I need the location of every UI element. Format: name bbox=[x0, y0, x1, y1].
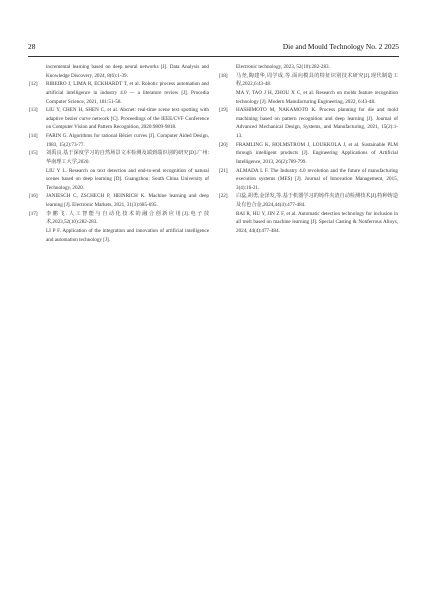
reference-entry bbox=[219, 192, 398, 235]
reference-text: Electronic technology, 2023, 52(10):282-283. bbox=[236, 64, 330, 70]
reference-entry bbox=[219, 72, 398, 107]
reference-text: RIBEIRO J, LIMA R, ECKHARDT T, et al. Robotic process automation and artificial intelligence in industry 4.0 — a literature review [J]. Procedia Computer Science, 2021, 181:51-58. bbox=[46, 81, 209, 105]
reference-text: LIU Y, CHEN H, SHEN C, et al. Abcnet: real-time scene text spotting with adaptive bezier curve network [C]. Proceedings of the IEEE/CVF Conference on Computer Vision and Pattern Recognition, 2020:9809-9818. bbox=[46, 107, 209, 131]
reference-entry bbox=[29, 149, 209, 192]
reference-entry bbox=[219, 141, 398, 167]
references-left-column bbox=[29, 63, 209, 244]
reference-number: [17] bbox=[29, 210, 38, 217]
reference-number: [19] bbox=[219, 107, 228, 114]
reference-number: [18] bbox=[219, 72, 228, 79]
reference-number: [13] bbox=[29, 107, 38, 114]
reference-number: [20] bbox=[219, 141, 228, 148]
reference-text: JANIESCH C, ZSCHECH P, HEINRICH K. Machine learning and deep learning [J]. Electronic Markets, 2021, 31(3):685-695. bbox=[46, 193, 209, 208]
reference-entry bbox=[236, 63, 398, 72]
reference-entry bbox=[46, 63, 209, 80]
reference-text: 刘禹良.基于深度学习的自然场景文本检测及端到端识别的研究[D].广州:华南理工大学,2020. bbox=[46, 150, 209, 165]
reference-text: incremental learning based on deep neural networks [J]. Data Analysis and Knowledge Discovery, 2024, 8(6):1-39. bbox=[46, 64, 209, 79]
reference-english-translation: MA Y, TAO J H, ZHOU X C, et al. Research on molds feature recognition technology [J]. Modern Manufacturing Engineering, 2022, 6:43-48. bbox=[236, 89, 398, 105]
reference-text: 李鹏飞.人工智能与自动化技术的融合创新应用[J].电子技术,2023,52(10):282-283. bbox=[46, 210, 209, 226]
page-number: 28 bbox=[28, 42, 36, 51]
reference-entry bbox=[219, 167, 398, 193]
reference-english-translation: LIU Y L. Research on text detection and end-to-end recognition of natural scenes based on deep learning [D]. Guangzhou: South China University of Technology, 2020. bbox=[46, 167, 209, 191]
header-rule bbox=[28, 56, 399, 57]
reference-entry bbox=[29, 106, 209, 132]
reference-text: 白蕊,胡勇,金泽发,等.基于机器学习的铸件夹渣自动检测技术[J].特种铸造及有色合金,2024,44(4):477-484. bbox=[236, 193, 398, 208]
running-header bbox=[28, 40, 399, 54]
reference-number: [15] bbox=[29, 150, 38, 157]
reference-number: [12] bbox=[29, 81, 38, 88]
reference-entry bbox=[29, 132, 209, 149]
reference-text: FARIN G. Algorithms for rational Bézier curves [J]. Computer Aided Design, 1983, 15(2):73-77. bbox=[46, 133, 209, 148]
reference-entry bbox=[219, 106, 398, 141]
reference-english-translation: LI P F. Application of the integration and innovation of artificial intelligence and automation technology [J]. bbox=[46, 227, 209, 243]
reference-text: 马尧,陶建华,周学成,等.面向模具的特征识别技术研究[J].现代制造工程,2022,6:43-48. bbox=[236, 72, 398, 88]
reference-text: HASHIMOTO M, NAKAMOTO K. Process planning for die and mold machining based on pattern recognition and deep learning [J]. Journal of Advanced Mechanical Design, Systems, and Manufacturing, 2021, 15(2):1-13. bbox=[236, 107, 398, 139]
reference-number: [14] bbox=[29, 133, 38, 139]
reference-entry bbox=[29, 192, 209, 209]
reference-entry bbox=[29, 80, 209, 106]
reference-english-translation: BAI R, HU Y, JIN Z F, et al. Automatic detection technology for inclusion in all melt based on machine learning [J]. Special Casting & Nonferrous Alloys, 2024, 44(4):477-484. bbox=[236, 210, 398, 234]
journal-title: Die and Mould Technology No. 2 2025 bbox=[282, 42, 399, 51]
reference-text: ALMADA L F. The Industry 4.0 revolution and the future of manufacturing execution systems (MES) [J]. Journal of Innovation Management, 2015, 3(4):16-21. bbox=[236, 167, 398, 191]
reference-number: [22] bbox=[219, 193, 228, 200]
reference-number: [16] bbox=[29, 193, 38, 200]
references-right-column bbox=[219, 63, 398, 236]
reference-number: [21] bbox=[219, 167, 228, 174]
reference-entry bbox=[29, 210, 209, 245]
reference-text: FRAMLING K, HOLMSTROM J, LOUKKOLA J, et al. Sustainable PLM through intelligent products [J]. Engineering Applications of Artificial Intelligence, 2013, 26(2):789-799. bbox=[236, 141, 398, 165]
